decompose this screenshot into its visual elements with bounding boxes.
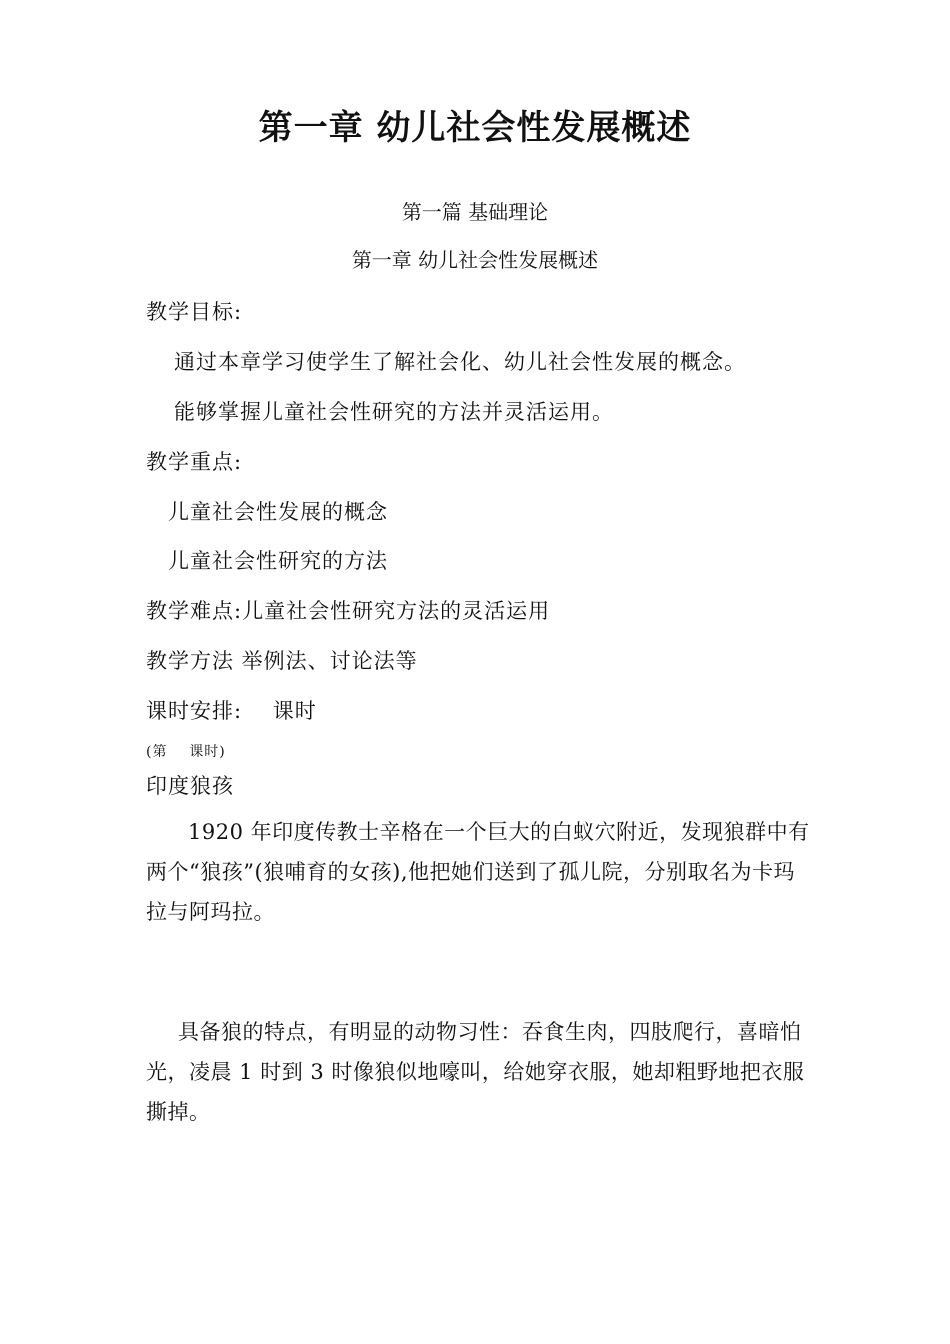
objective-item-1: 通过本章学习使学生了解社会化、幼儿社会性发展的概念。	[174, 350, 746, 374]
case-paragraph-2: 具备狼的特点，有明显的动物习性：吞食生肉，四肢爬行，喜暗怕光，凌晨 1 时到 3 时像狼似地嚎叫，给她穿衣服，她却粗野地把衣服撕掉。	[146, 1020, 805, 1124]
chapter-heading: 第一章 幼儿社会性发展概述	[351, 248, 599, 272]
document-title: 第一章 幼儿社会性发展概述	[258, 108, 692, 148]
objective-item-2: 能够掌握儿童社会性研究的方法并灵活运用。	[174, 400, 614, 424]
key-point-item-2: 儿童社会性研究的方法	[168, 549, 388, 573]
objectives-label: 教学目标:	[146, 300, 243, 324]
part-heading: 第一篇 基础理论	[401, 200, 549, 224]
session-note: (第 课时)	[146, 744, 226, 760]
case-title: 印度狼孩	[146, 774, 234, 798]
schedule-line: 课时安排: 课时	[146, 699, 317, 723]
key-points-label: 教学重点:	[146, 450, 243, 474]
key-point-item-1: 儿童社会性发展的概念	[168, 500, 388, 524]
difficulty-line: 教学难点:儿童社会性研究方法的灵活运用	[146, 599, 551, 623]
method-line: 教学方法 举例法、讨论法等	[146, 649, 418, 673]
case-paragraph-1: 1920 年印度传教士辛格在一个巨大的白蚁穴附近，发现狼群中有两个“狼孩”(狼哺育的女孩),他把她们送到了孤儿院，分别取名为卡玛拉与阿玛拉。	[146, 820, 810, 924]
